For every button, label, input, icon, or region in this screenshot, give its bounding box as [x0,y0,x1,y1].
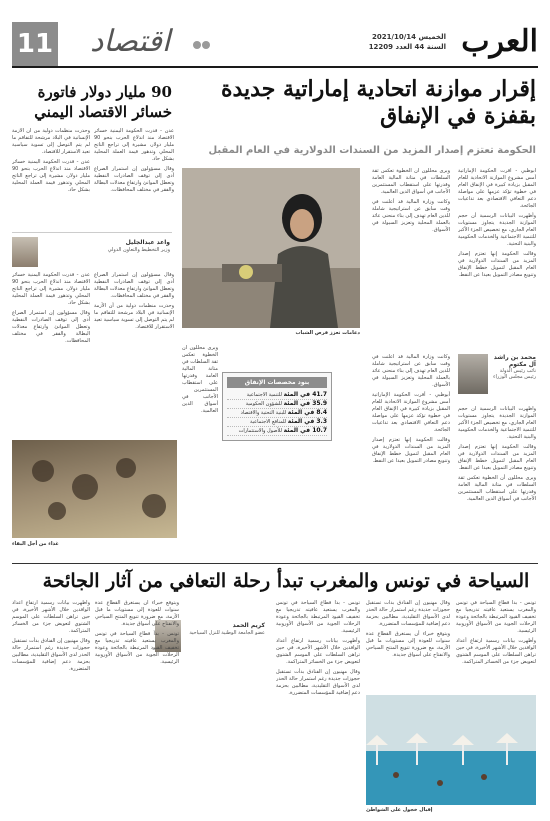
byline-role: نائب رئيس الدولة رئيس مجلس الوزراء [493,368,536,380]
tourism-body-1: تونس - بدأ قطاع السياحة في تونس والمغرب يستعيد عافيته تدريجيا مع تخفيف القيود المرتبطة بالجائحة وعودة الرحلات الجوية من الأسواق الأوروبية الرئيسية. [456,600,536,634]
tourism-body-3-cont: وقال مهنيون إن الفنادق بدأت تستقبل حجوزات جديدة رغم استمرار حالة الحذر لدى الأسواق التقليدية، مطالبين بحزمة دعم إضافية للمؤسسات المتضررة. [276,669,360,696]
lead-body-4: وكانت وزارة المالية قد أعلنت في وقت سابق عن استراتيجية شاملة للدين العام تهدف إلى بناء منحنى عائد بالعملة المحلية وتعزيز السيولة في الأسواق. [372,199,450,233]
breakout-item: 35.9 في المئة للشؤون الحكومية [227,400,327,409]
lead-body-4-cont: وكانت وزارة المالية قد أعلنت في وقت سابق عن استراتيجية شاملة للدين العام تهدف إلى بناء منحنى عائد بالعملة المحلية وتعزيز السيولة في الأسواق. [372,354,450,388]
tourism-body-4: ويتوقع خبراء أن يستغرق القطاع عدة سنوات للعودة إلى مستويات ما قبل الأزمة، مع ضرورة تنويع المنتج السياحي والانفتاح على أسواق جديدة. [366,631,450,658]
breakout-item: 3.3 في المئة للمنافع الاجتماعية [227,418,327,427]
tourism-body-4-cont: ويتوقع خبراء أن يستغرق القطاع عدة سنوات للعودة إلى مستويات ما قبل الأزمة، مع ضرورة تنويع المنتج السياحي والانفتاح على أسواق جديدة. [95,600,179,627]
tourism-column-2 [366,600,450,690]
side-body-1-more: عدن - قدرت الحكومة اليمنية خسائر الاقتصاد منذ اندلاع الحرب بنحو 90 مليار دولار، مشيرة إلى تراجع الناتج المحلي وتدهور قيمة العملة المحلية بشكل حاد. [12,272,90,306]
spending-breakout-box [222,372,332,441]
lead-body-2-more: وقالت الحكومة إنها تعتزم إصدار المزيد من السندات الدولارية في العام المقبل لتمويل خطط الإنفاق وتنويع مصادر التمويل بعيدا عن النفط. [372,437,450,464]
side-body-2-more: وقال مسؤولون إن استمرار الصراع أدى إلى توقف الصادرات النفطية وتعطل الموانئ وارتفاع معدلات البطالة والفقر في مختلف المحافظات. [12,310,90,344]
section-divider [12,563,538,564]
page-number: 11 [12,22,58,66]
side-byline-photo [12,237,38,267]
side-column-3 [94,272,174,434]
lead-body-2-cont: وقالت الحكومة إنها تعتزم إصدار المزيد من السندات الدولارية في العام المقبل لتمويل خطط الإنفاق وتنويع مصادر التمويل بعيدا عن النفط. [458,444,536,471]
lead-column-3 [458,406,536,556]
tourism-byline-role: عضو الجامعة الوطنية للنزل السياحية [189,630,265,636]
lead-body-2: وقالت الحكومة إنها تعتزم إصدار المزيد من السندات الدولارية في العام المقبل لتمويل خطط الإنفاق وتنويع مصادر التمويل بعيدا عن النفط. [458,251,536,278]
side-headline: 90 مليار دولار فاتورة خسائر الاقتصاد اليمني [34,83,172,121]
lead-body-1: وأظهرت البيانات الرسمية أن حجم الموازنة الجديدة يتجاوز مستويات العام الجاري، مع تخصيص الجزء الأكبر للتنمية الاجتماعية والخدمات الحكومية والبنية التحتية. [458,213,536,247]
beach-caption: إقبال خجول على الشواطئ [366,807,433,813]
tourism-byline-name: كريم الحمد [232,622,265,629]
lead-body-3: ويرى محللون أن الخطوة تعكس ثقة السلطات في متانة المالية العامة وقدرتها على استقطاب المستثمرين الأجانب في أسواق الدين العالمية. [372,168,450,195]
breakout-item: 8.4 في المئة للبنية التحتية والاقتصاد [227,409,327,418]
lead-column-2 [372,168,450,348]
lead-intro-cont: أبوظبي - أقرت الحكومة الإماراتية أمس مشروع الموازنة الاتحادية للعام المقبل بزيادة كبيرة في الإنفاق العام في خطوة تؤكد عزمها على مواصلة دعم التعافي الاقتصادي بعد تداعيات الجائحة. [372,392,450,433]
lead-body-3-cont: ويرى محللون أن الخطوة تعكس ثقة السلطات في متانة المالية العامة وقدرتها على استقطاب المستثمرين الأجانب في أسواق الدين العالمية. [458,475,536,502]
byline-name: محمد بن راشد آل مكتوم [493,354,536,368]
section-title: اقتصاد [90,24,171,59]
tourism-column-3 [276,600,360,810]
food-aid-photo [12,440,177,538]
tourism-body-3-more: وقال مهنيون إن الفنادق بدأت تستقبل حجوزات جديدة رغم استمرار حالة الحذر لدى الأسواق التقليدية، مطالبين بحزمة دعم إضافية للمؤسسات المتضررة. [12,638,90,672]
date-line: الخميس 2021/10/14 [371,33,446,41]
breakout-item: 41.7 في المئة للتنمية الاجتماعية [227,391,327,400]
lead-photo [182,168,360,328]
side-column-1 [94,128,174,228]
tourism-body-2-cont: وأظهرت بيانات رسمية ارتفاع أعداد الوافدين خلال الأشهر الأخيرة، في حين تراهن السلطات على الموسم الشتوي لتعويض جزء من الخسائر المتراكمة. [276,638,360,665]
tourism-body-2: وأظهرت بيانات رسمية ارتفاع أعداد الوافدين خلال الأشهر الأخيرة، في حين تراهن السلطات على الموسم الشتوي لتعويض جزء من الخسائر المتراكمة. [456,638,536,665]
food-aid-caption: غذاء من أجل البقاء [12,541,59,547]
side-body-2: وقال مسؤولون إن استمرار الصراع أدى إلى توقف الصادرات النفطية وتعطل الموانئ وارتفاع معدلات البطالة والفقر في مختلف المحافظات. [94,166,174,193]
tourism-body-3: وقال مهنيون إن الفنادق بدأت تستقبل حجوزات جديدة رغم استمرار حالة الحذر لدى الأسواق التقليدية، مطالبين بحزمة دعم إضافية للمؤسسات المتضررة. [366,600,450,627]
lead-subheadline: الحكومة تعتزم إصدار المزيد من السندات الدولارية في العام المقبل [208,145,536,156]
issue-info [369,32,446,52]
side-body-3: وحذرت منظمات دولية من أن الأزمة الإنسانية في البلاد مرشحة للتفاقم ما لم يتم التوصل إلى تسوية سياسية تعيد الاستقرار للاقتصاد. [12,128,90,155]
lead-body-3-more: ويرى محللون أن الخطوة تعكس ثقة السلطات في متانة المالية العامة وقدرتها على استقطاب المستثمرين الأجانب في أسواق الدين العالمية. [182,345,218,414]
breakout-item: 10.7 في المئة للأصول والاستثمارات [227,427,327,436]
newspaper-logo: العرب [461,24,538,59]
lead-intro: أبوظبي - أقرت الحكومة الإماراتية أمس مشروع الموازنة الاتحادية للعام المقبل بزيادة كبيرة في الإنفاق العام في خطوة تؤكد عزمها على مواصلة دعم التعافي الاقتصادي بعد تداعيات الجائحة. [458,168,536,209]
tourism-column-4 [95,600,179,810]
side-body-1: عدن - قدرت الحكومة اليمنية خسائر الاقتصاد منذ اندلاع الحرب بنحو 90 مليار دولار، مشيرة إلى تراجع الناتج المحلي وتدهور قيمة العملة المحلية بشكل حاد. [94,128,174,162]
woman-worker-image [182,168,360,328]
side-byline-role: وزير التخطيط والتعاون الدولي [107,247,170,253]
tourism-body-1-cont: تونس - بدأ قطاع السياحة في تونس والمغرب يستعيد عافيته تدريجيا مع تخفيف القيود المرتبطة بالجائحة وعودة الرحلات الجوية من الأسواق الأوروبية الرئيسية. [276,600,360,634]
lead-body-1-cont: وأظهرت البيانات الرسمية أن حجم الموازنة الجديدة يتجاوز مستويات العام الجاري، مع تخصيص الجزء الأكبر للتنمية الاجتماعية والخدمات الحكومية والبنية التحتية. [458,406,536,440]
masthead [12,22,538,68]
beach-umbrellas-image [366,695,536,805]
lead-photo-caption: دعامات تعزز فرص الشباب [295,330,360,336]
section-dots-icon [192,34,210,44]
side-body-2-cont: وقال مسؤولون إن استمرار الصراع أدى إلى توقف الصادرات النفطية وتعطل الموانئ وارتفاع معدلات البطالة والفقر في مختلف المحافظات. [94,272,174,299]
tourism-column-1 [456,600,536,690]
side-byline-name: واعد عبدالجليل [125,239,170,246]
side-body-3-cont: وحذرت منظمات دولية من أن الأزمة الإنسانية في البلاد مرشحة للتفاقم ما لم يتم التوصل إلى تسوية سياسية تعيد الاستقرار للاقتصاد. [94,303,174,330]
issue-line: السنة 44 العدد 12209 [368,43,446,51]
lead-column-1 [458,168,536,348]
lead-column-5 [182,345,218,550]
tourism-body-1-more: تونس - بدأ قطاع السياحة في تونس والمغرب يستعيد عافيته تدريجيا مع تخفيف القيود المرتبطة بالجائحة وعودة الرحلات الجوية من الأسواق الأوروبية الرئيسية. [95,631,179,665]
tourism-body-2-more: وأظهرت بيانات رسمية ارتفاع أعداد الوافدين خلال الأشهر الأخيرة، في حين تراهن السلطات على الموسم الشتوي لتعويض جزء من الخسائر المتراكمة. [12,600,90,634]
breakout-title: بنود مخصصات الإنفاق [227,377,327,388]
side-body-1-cont: عدن - قدرت الحكومة اليمنية خسائر الاقتصاد منذ اندلاع الحرب بنحو 90 مليار دولار، مشيرة إلى تراجع الناتج المحلي وتدهور قيمة العملة المحلية بشكل حاد. [12,159,90,193]
side-column-4 [12,272,90,434]
side-column-2 [12,128,90,228]
tourism-column-5 [12,600,90,810]
side-byline [12,232,172,268]
tourism-headline: السياحة في تونس والمغرب تبدأ رحلة التعافي من آثار الجائحة [42,570,530,592]
byline-photo [458,354,488,394]
lead-byline [458,354,536,402]
lead-headline: إقرار موازنة اتحادية إماراتية جديدة بقفزة في الإنفاق [220,76,536,129]
lead-column-4 [372,354,450,554]
beach-photo [366,695,536,805]
